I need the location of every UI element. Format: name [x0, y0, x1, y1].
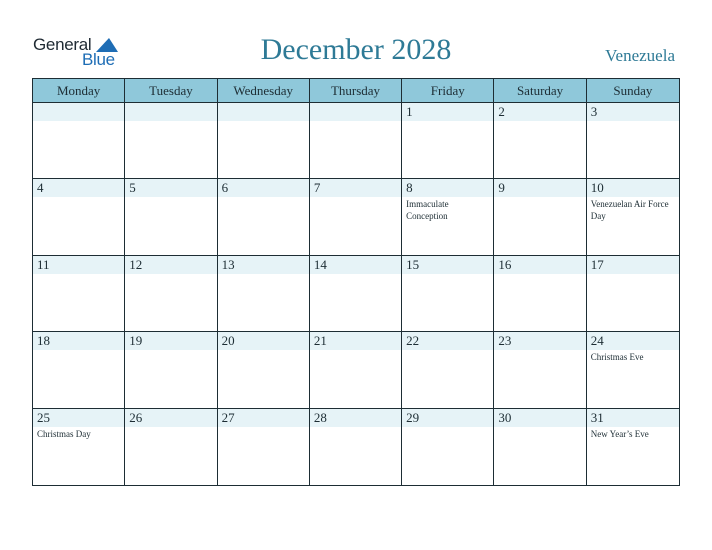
day-cell[interactable]	[125, 179, 217, 255]
day-cell[interactable]	[587, 332, 679, 408]
day-number: 15	[406, 256, 420, 272]
day-header-band	[310, 103, 401, 121]
logo-text-general: General	[33, 35, 92, 54]
day-number: 1	[406, 104, 413, 119]
day-cell[interactable]	[494, 409, 586, 485]
day-cell[interactable]	[218, 179, 310, 255]
day-number: 5	[129, 180, 136, 196]
day-cell[interactable]	[125, 409, 217, 485]
day-header-band	[33, 103, 124, 121]
day-header-band	[125, 179, 216, 197]
day-number: 23	[498, 333, 512, 349]
day-number: 24	[590, 333, 604, 349]
day-cell[interactable]	[402, 179, 494, 255]
day-cell[interactable]	[125, 256, 217, 332]
day-header-band	[125, 103, 216, 121]
day-number: 19	[129, 333, 143, 349]
day-cell[interactable]	[587, 256, 679, 332]
logo-text-blue: Blue	[82, 50, 115, 69]
day-cell[interactable]	[402, 256, 494, 332]
day-cell[interactable]	[494, 256, 586, 332]
weekday-header: Wednesday	[218, 79, 310, 103]
day-number: 27	[221, 409, 235, 425]
day-cell[interactable]	[402, 332, 494, 408]
day-number: 4	[37, 180, 44, 196]
day-number: 10	[590, 180, 604, 196]
weekday-header: Monday	[33, 79, 125, 103]
day-number: 28	[313, 409, 327, 425]
day-number: 6	[221, 180, 229, 196]
day-cell[interactable]	[33, 256, 125, 332]
day-number: 8	[406, 180, 413, 196]
day-cell[interactable]	[33, 409, 125, 485]
day-number: 3	[590, 104, 598, 119]
day-cell[interactable]	[33, 103, 125, 179]
calendar-grid	[32, 78, 680, 486]
day-cell[interactable]	[310, 256, 402, 332]
day-number: 11	[37, 256, 50, 272]
day-header-band	[402, 179, 493, 197]
day-cell[interactable]	[587, 179, 679, 255]
day-cell[interactable]	[310, 103, 402, 179]
day-cell[interactable]	[494, 103, 586, 179]
day-cell[interactable]	[587, 409, 679, 485]
day-cell[interactable]	[33, 179, 125, 255]
day-number: 16	[498, 256, 512, 272]
day-cell[interactable]	[310, 332, 402, 408]
day-number: 13	[221, 256, 235, 272]
day-number: 14	[313, 256, 327, 272]
day-number: 2	[498, 104, 505, 119]
day-cell[interactable]	[218, 332, 310, 408]
day-cell[interactable]	[33, 332, 125, 408]
page-title: December 2028	[260, 33, 452, 66]
day-cell[interactable]	[494, 179, 586, 255]
day-number: 7	[313, 180, 321, 196]
weekday-header: Friday	[402, 79, 494, 103]
day-number: 29	[406, 409, 420, 425]
day-cell[interactable]	[402, 409, 494, 485]
day-number: 18	[37, 333, 50, 349]
day-header-band	[494, 179, 585, 197]
day-number: 12	[129, 256, 143, 272]
weekday-header: Tuesday	[125, 79, 217, 103]
weekday-header: Saturday	[494, 79, 586, 103]
weekday-header: Thursday	[310, 79, 402, 103]
weekday-header: Sunday	[587, 79, 679, 103]
day-cell[interactable]	[402, 103, 494, 179]
holiday-label: Christmas Day	[37, 428, 91, 439]
day-number: 9	[498, 180, 505, 196]
day-number: 25	[37, 409, 50, 425]
holiday-label: New Year’s Eve	[590, 428, 649, 439]
day-header-band	[218, 103, 309, 121]
day-cell[interactable]	[494, 332, 586, 408]
holiday-label: Immaculate Conception	[406, 199, 449, 221]
day-number: 20	[221, 333, 235, 349]
day-header-band	[402, 103, 493, 121]
day-number: 22	[406, 333, 420, 349]
day-number: 31	[590, 409, 604, 425]
day-cell[interactable]	[125, 332, 217, 408]
day-cell[interactable]	[125, 103, 217, 179]
holiday-label: Venezuelan Air Force Day	[590, 199, 669, 221]
day-header-band	[33, 179, 124, 197]
day-cell[interactable]	[218, 256, 310, 332]
holiday-label: Christmas Eve	[590, 352, 644, 363]
day-header-band	[587, 103, 679, 121]
day-cell[interactable]	[218, 103, 310, 179]
day-cell[interactable]	[218, 409, 310, 485]
day-number: 17	[590, 256, 604, 272]
day-cell[interactable]	[310, 179, 402, 255]
day-header-band	[494, 103, 585, 121]
day-cell[interactable]	[310, 409, 402, 485]
day-cell[interactable]	[587, 103, 679, 179]
country-label: Venezuela	[605, 46, 675, 65]
day-number: 30	[498, 409, 512, 425]
day-header-band	[218, 179, 309, 197]
day-header-band	[310, 179, 401, 197]
day-number: 21	[313, 333, 327, 349]
day-number: 26	[129, 409, 143, 425]
